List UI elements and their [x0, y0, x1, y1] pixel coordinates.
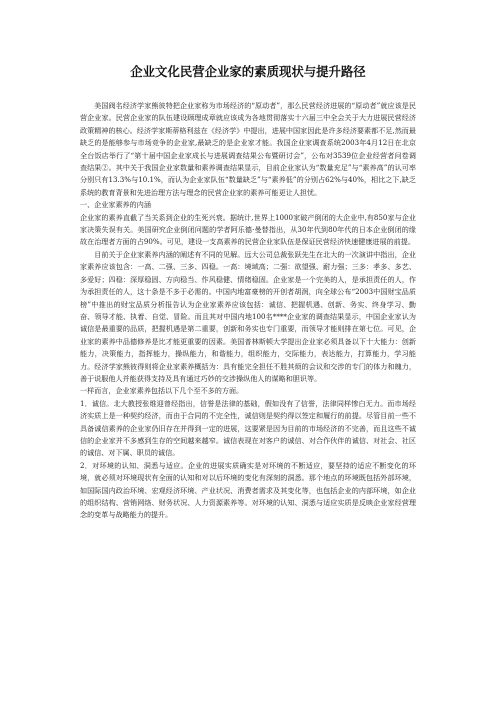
paragraph-importance: 企业家的素养直截了当关系到企业的生死兴衰。据统计,世界上1000家破产倒闭的大企业中,有850家与企业家决策失误有关。美国研究企业倒闭问题的学者阿乐德·曼替指出，从30年代到80年代的日本企业倒闭的缘故在治理者方面的占90%。可见，建设一支高素养的民营企业家队伍是保证民营经济快速健康进展的前提。 [80, 212, 416, 247]
document-body [80, 100, 416, 522]
paragraph-views: 目前关于企业家素养内涵的阐述有不同的见解。远大公司总裁张跃先生在北大的一次演讲中指出，企业家素养应该包含：一高、二强、三多、四稳。一高：境域高；二强：欲望强、耐力强；三多：孝多、多艺、多爱好；四稳：深厚稳固、方向稳当、作风稳健、情绪稳固。企业家是一个完美的人，是承担责任的人，作为承担责任的人，这十条是不多于必需的。中国内地富豪榜的开创者胡润，向全球公布“2003中国财宝品质榜”中推出的财宝品质分析报告认为企业家素养应该包括：诚信、把握机遇、创新、务实、终身学习、勤奋、领导才能、执着、自觉、冒险。而且其对中国内地100名****企业家的调查结果显示，中国企业家认为诚信是最重要的品质，把握机遇是第二重要，创新和务实也专门重要，而领导才能则排在第七位。可见，企业家的素养中品德修养是比才能更重要的因素。美国普林斯顿大学提出企业家必须具备以下十大能力：创新能力，决策能力，指挥能力，操纵能力，和谐能力，组织能力，交际能力，表达能力，打算能力，学习能力。经济学家熊彼得则将企业家素养概括为：具有能完全担任不胜其烦的会议和交涉的专门的体力和魄力，善于说服他人并能获得支持及具有通过巧妙的交涉操纵他人的谋略和胆识等。 [80, 249, 416, 383]
paragraph-environment: 2．对环境的认知、洞悉与适应。企业的进展实质确实是对环境的不断适应，要坚持的适应不断变化的环境，就必须对环境现状有全面的认知和对以后环境的变化有深刻的洞悉。那个地点的环境既包括外部环境，如国际国内政治环境、宏观经济环境、产业状况、消费者需求及其变化等，也包括企业的内部环境，如企业的组织结构、营销网络、财务状况、人力资源素养等。对环境的认知、洞悉与适应实质是反映企业家经营理念的变革与战略能力的提升。 [80, 460, 416, 520]
paragraph-summary: 一样而言，企业家素养包括以下几个至不多的方面。 [80, 386, 244, 396]
paragraph-integrity: 1．诚信。北大教授张维迎曾经指出，信誉是法律的基础，假如没有了信誉，法律同样惨白无力。而市场经济实质上是一种契约经济，而由于合同的不完全性，诚信则是契约得以签定和履行的前提。尽管目前一些不具备诚信素养的企业家仍旧存在并得到一定的进展，这要紧是因为目前的市场经济的不完善，而且这些不诚信的企业家并不多感到生存的空间越来越窄。诚信表现在对客户的诚信、对合作伙伴的诚信、对社会、社区的诚信、对下属、职员的诚信。 [80, 398, 416, 458]
paragraph-intro: 美国阀名经济学家熊彼特把企业家称为市场经济的“原动者”，那么民营经济进展的“原动者”就应该是民营企业家。民营企业家的队伍建设顾理成章就应该成为各地贯彻落实十六届三中全会关于大力进展民营经济政策精神的核心。经济学家斯蒂格利兹在《经济学》中提出，进展中国家因此是许多经济要素都不足,然而最缺乏的是能够参与市场竞争的企业家,最缺乏的是企业家才能。我国企业家调查系统2003年4月12日在北京全台饭店举行了“第十届中国企业家成长与进展调查结果公布暨研讨会”，公布对3539位企业经营者问卷调查结果②。其中关于我国企业家数量和素养调查结果显示，目前企业家认为“数量充足”与“素养高”的认可率分别只有13.3%与10.1%，而认为企业家队伍“数量缺乏”与“素养低”的分别占62%与40%，相比之下,缺乏系统的教育背景和先进治理方法与理念的民营企业家的素养可能更让人担忧。 [80, 101, 416, 197]
section-heading-connotation: 一、企业家素养的内涵 [80, 200, 151, 210]
document-title: 企业文化民营企业家的素质现状与提升路径 [130, 64, 366, 79]
